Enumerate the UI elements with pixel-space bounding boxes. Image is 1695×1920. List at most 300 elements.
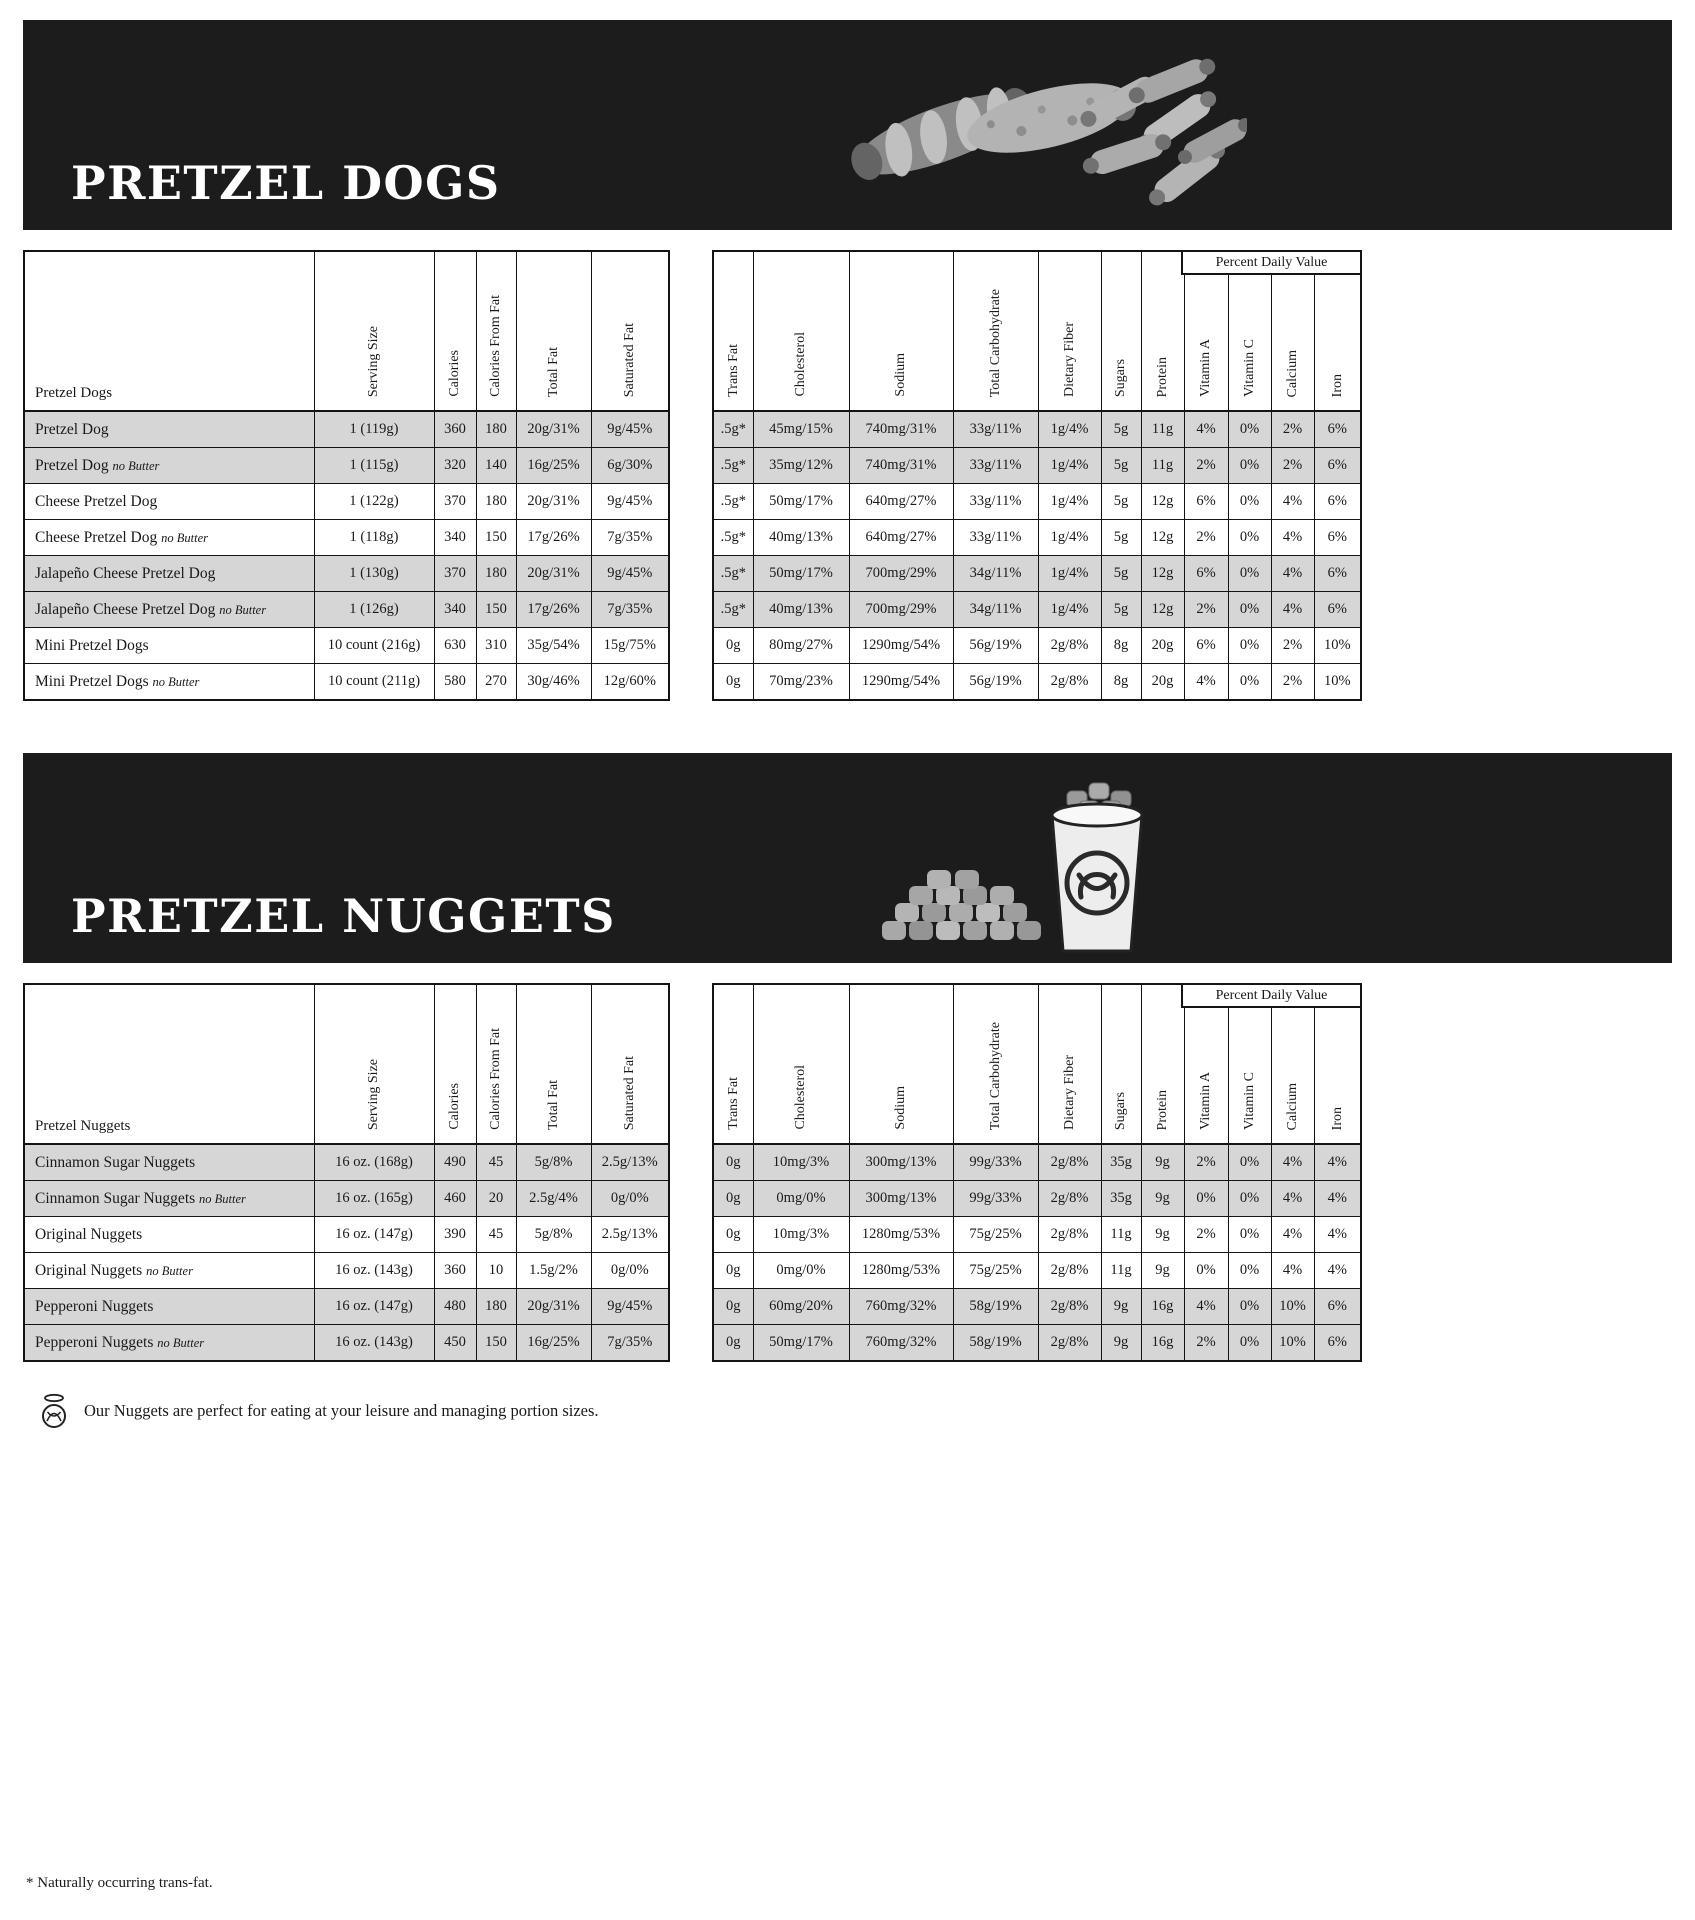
pretzel-dogs-tables <box>23 250 1672 701</box>
nutrition-value: 760mg/32% <box>849 1289 953 1325</box>
column-header-label: Vitamin C <box>1241 1072 1257 1130</box>
nutrition-value: 20 <box>476 1181 516 1217</box>
nutrition-value: 0% <box>1228 484 1271 520</box>
column-header-dietary-fiber <box>1038 251 1101 411</box>
nutrition-value: 0g <box>713 1325 753 1362</box>
product-name <box>24 628 314 664</box>
product-name <box>24 520 314 556</box>
nutrition-value: 270 <box>476 664 516 701</box>
nutrition-value: 6% <box>1314 484 1361 520</box>
nutrition-value: 180 <box>476 484 516 520</box>
table-label: Pretzel Dogs <box>24 251 314 411</box>
nutrition-value: 370 <box>434 484 476 520</box>
nutrition-value: 45 <box>476 1144 516 1181</box>
product-name-text: Cinnamon Sugar Nuggets <box>35 1153 196 1171</box>
nutrition-value: 99g/33% <box>953 1144 1038 1181</box>
table-row <box>713 484 1361 520</box>
nutrition-value: 34g/11% <box>953 592 1038 628</box>
column-header-label: Serving Size <box>366 1058 382 1130</box>
column-header-sugars <box>1101 251 1141 411</box>
nutrition-value: 6% <box>1314 592 1361 628</box>
nutrition-value: 1g/4% <box>1038 411 1101 448</box>
nutrition-value: 0g/0% <box>591 1253 669 1289</box>
nutrition-value: 10% <box>1271 1325 1314 1362</box>
nutrition-value: 10 count (216g) <box>314 628 434 664</box>
product-variant: no Butter <box>146 1263 193 1278</box>
nutrition-value: 4% <box>1271 484 1314 520</box>
nutrition-value: 6% <box>1314 448 1361 484</box>
nutrition-value: 10mg/3% <box>753 1217 849 1253</box>
nutrition-value: 2g/8% <box>1038 628 1101 664</box>
column-header-label: Saturated Fat <box>622 1055 638 1130</box>
nutrition-value: 7g/35% <box>591 520 669 556</box>
nutrition-value: 16 oz. (143g) <box>314 1325 434 1362</box>
nutrition-value: 460 <box>434 1181 476 1217</box>
nutrition-value: 7g/35% <box>591 592 669 628</box>
product-name <box>24 1253 314 1289</box>
nutrition-value: 9g/45% <box>591 411 669 448</box>
section-title: PRETZEL DOGS <box>71 156 501 210</box>
table-row <box>713 1217 1361 1253</box>
nutrition-value: 1280mg/53% <box>849 1217 953 1253</box>
nutrition-value: 16 oz. (147g) <box>314 1217 434 1253</box>
pretzel-icon <box>38 1392 70 1430</box>
product-name-text: Original Nuggets <box>35 1261 143 1279</box>
nutrition-value: 2% <box>1184 592 1228 628</box>
nutrition-value: 20g <box>1141 628 1184 664</box>
nutrition-value: 360 <box>434 1253 476 1289</box>
column-header-vitamin-c <box>1228 251 1271 411</box>
column-header-label: Calcium <box>1284 1082 1300 1130</box>
column-header-vitamin-a <box>1184 984 1228 1144</box>
nutrition-value: 0% <box>1228 1181 1271 1217</box>
product-name <box>24 1217 314 1253</box>
column-header-label: Total Fat <box>545 347 561 397</box>
nutrition-table-left <box>23 983 670 1362</box>
column-header-saturated-fat <box>591 984 669 1144</box>
nutrition-value: 480 <box>434 1289 476 1325</box>
nutrition-value: 11g <box>1101 1217 1141 1253</box>
nutrition-value: 11g <box>1141 448 1184 484</box>
nutrition-value: 0% <box>1184 1253 1228 1289</box>
table-row <box>713 1144 1361 1181</box>
table-row <box>24 411 669 448</box>
column-header-label: Calcium <box>1284 349 1300 397</box>
nutrition-value: 4% <box>1271 520 1314 556</box>
nutrition-value: 150 <box>476 1325 516 1362</box>
header-row <box>24 984 669 1144</box>
nutrition-value: 4% <box>1314 1253 1361 1289</box>
nutrition-value: 6g/30% <box>591 448 669 484</box>
nutrition-value: 9g <box>1101 1325 1141 1362</box>
nutrition-value: 0% <box>1228 1253 1271 1289</box>
column-header-label: Cholesterol <box>793 332 809 397</box>
left-table-wrap <box>23 983 670 1362</box>
column-header-label: Iron <box>1329 373 1345 397</box>
column-header-label: Sodium <box>893 353 909 397</box>
nutrition-value: 310 <box>476 628 516 664</box>
product-variant: no Butter <box>199 1191 246 1206</box>
nutrition-value: 33g/11% <box>953 484 1038 520</box>
nutrition-value: 1 (130g) <box>314 556 434 592</box>
nutrition-value: 0% <box>1184 1181 1228 1217</box>
nutrition-value: 16 oz. (147g) <box>314 1289 434 1325</box>
pretzel-nuggets-section <box>0 753 1695 1430</box>
nutrition-value: 5g <box>1101 556 1141 592</box>
nutrition-value: 1g/4% <box>1038 520 1101 556</box>
nutrition-value: 580 <box>434 664 476 701</box>
nutrition-value: 4% <box>1271 592 1314 628</box>
column-header-calcium <box>1271 251 1314 411</box>
nutrition-value: 35g <box>1101 1144 1141 1181</box>
column-header-label: Saturated Fat <box>622 322 638 397</box>
nutrition-value: 9g/45% <box>591 1289 669 1325</box>
table-row <box>24 484 669 520</box>
column-header-label: Protein <box>1154 356 1170 397</box>
nutrition-value: 1 (126g) <box>314 592 434 628</box>
nutrition-value: 1g/4% <box>1038 484 1101 520</box>
nutrition-value: 99g/33% <box>953 1181 1038 1217</box>
nutrition-value: 150 <box>476 592 516 628</box>
nutrition-value: 5g <box>1101 411 1141 448</box>
product-name <box>24 1144 314 1181</box>
nutrition-value: 6% <box>1184 628 1228 664</box>
column-header-sugars <box>1101 984 1141 1144</box>
nutrition-value: 6% <box>1184 484 1228 520</box>
nutrition-value: 1g/4% <box>1038 592 1101 628</box>
nutrition-value: 15g/75% <box>591 628 669 664</box>
column-header-label: Calories <box>447 1083 463 1130</box>
nutrition-value: 5g <box>1101 520 1141 556</box>
nutrition-value: 20g/31% <box>516 484 591 520</box>
nutrition-value: 5g <box>1101 448 1141 484</box>
nutrition-value: 33g/11% <box>953 448 1038 484</box>
nutrition-value: .5g* <box>713 448 753 484</box>
nutrition-value: 1290mg/54% <box>849 628 953 664</box>
table-row <box>24 520 669 556</box>
nutrition-value: 0g <box>713 1289 753 1325</box>
product-name-text: Cheese Pretzel Dog <box>35 492 158 510</box>
nutrition-value: 5g/8% <box>516 1144 591 1181</box>
table-row <box>24 1181 669 1217</box>
nutrition-value: 0% <box>1228 664 1271 701</box>
nutrition-value: 1.5g/2% <box>516 1253 591 1289</box>
nutrition-value: 2g/8% <box>1038 1253 1101 1289</box>
nutrition-table-left <box>23 250 670 701</box>
nutrition-value: 370 <box>434 556 476 592</box>
product-name <box>24 484 314 520</box>
product-name-text: Pretzel Dog <box>35 456 109 474</box>
nutrition-value: 0% <box>1228 1289 1271 1325</box>
nutrition-value: 1 (118g) <box>314 520 434 556</box>
column-header-label: Vitamin C <box>1241 339 1257 397</box>
product-name-text: Mini Pretzel Dogs <box>35 672 149 690</box>
nutrition-value: 10% <box>1271 1289 1314 1325</box>
column-header-label: Protein <box>1154 1089 1170 1130</box>
column-header-protein <box>1141 251 1184 411</box>
table-row <box>24 592 669 628</box>
column-header-label: Trans Fat <box>725 1077 741 1130</box>
nutrition-value: 740mg/31% <box>849 411 953 448</box>
nutrition-value: 0g <box>713 1144 753 1181</box>
nutrition-value: 360 <box>434 411 476 448</box>
nutrition-value: 0g/0% <box>591 1181 669 1217</box>
pretzel-dogs-photo <box>827 26 1247 231</box>
column-header-label: Dietary Fiber <box>1061 321 1077 397</box>
nutrition-value: 33g/11% <box>953 411 1038 448</box>
nutrition-value: 9g/45% <box>591 484 669 520</box>
nutrition-value: 0% <box>1228 411 1271 448</box>
table-row <box>713 411 1361 448</box>
column-header-calories-from-fat <box>476 984 516 1144</box>
column-header-sodium <box>849 251 953 411</box>
nutrition-value: 630 <box>434 628 476 664</box>
nutrition-value: 2% <box>1184 520 1228 556</box>
nutrition-value: 10% <box>1314 628 1361 664</box>
nutrition-value: 50mg/17% <box>753 1325 849 1362</box>
nutrition-value: 340 <box>434 520 476 556</box>
nutrition-value: 320 <box>434 448 476 484</box>
table-row <box>713 1289 1361 1325</box>
column-header-cholesterol <box>753 251 849 411</box>
nutrition-value: 10mg/3% <box>753 1144 849 1181</box>
nutrition-value: 0g <box>713 628 753 664</box>
nutrition-value: 180 <box>476 411 516 448</box>
column-header-calcium <box>1271 984 1314 1144</box>
column-header-total-fat <box>516 984 591 1144</box>
nutrition-value: 0g <box>713 664 753 701</box>
table-row <box>713 556 1361 592</box>
table-row <box>24 664 669 701</box>
nutrition-value: 2g/8% <box>1038 1217 1101 1253</box>
column-header-label: Sugars <box>1113 358 1129 397</box>
nutrition-value: 0% <box>1228 592 1271 628</box>
nutrition-value: 80mg/27% <box>753 628 849 664</box>
nutrition-value: 6% <box>1314 520 1361 556</box>
product-name-text: Pepperoni Nuggets <box>35 1333 154 1351</box>
nutrition-value: 1g/4% <box>1038 448 1101 484</box>
nutrition-value: 2% <box>1271 411 1314 448</box>
header-row <box>24 251 669 411</box>
nuggets-note-text: Our Nuggets are perfect for eating at your leisure and managing portion sizes. <box>84 1401 599 1420</box>
nutrition-value: 4% <box>1271 1217 1314 1253</box>
product-name-text: Original Nuggets <box>35 1225 143 1243</box>
product-name <box>24 664 314 701</box>
nutrition-value: 75g/25% <box>953 1253 1038 1289</box>
nutrition-value: .5g* <box>713 484 753 520</box>
nutrition-value: 9g <box>1141 1253 1184 1289</box>
column-header-label: Total Carbohydrate <box>987 1021 1003 1130</box>
nutrition-value: 20g <box>1141 664 1184 701</box>
nutrition-value: 50mg/17% <box>753 556 849 592</box>
nutrition-value: 5g/8% <box>516 1217 591 1253</box>
nutrition-value: 16g/25% <box>516 448 591 484</box>
column-header-protein <box>1141 984 1184 1144</box>
nutrition-value: 180 <box>476 1289 516 1325</box>
nutrition-value: 12g <box>1141 592 1184 628</box>
column-header-label: Serving Size <box>366 325 382 397</box>
pretzel-nuggets-photo <box>867 753 1167 968</box>
nutrition-value: 0% <box>1228 1144 1271 1181</box>
nutrition-table-right <box>712 983 1362 1362</box>
nutrition-table-right <box>712 250 1362 701</box>
nutrition-value: 56g/19% <box>953 628 1038 664</box>
nutrition-value: 4% <box>1314 1181 1361 1217</box>
nutrition-value: .5g* <box>713 556 753 592</box>
nutrition-value: 60mg/20% <box>753 1289 849 1325</box>
nutrition-value: 700mg/29% <box>849 592 953 628</box>
column-header-label: Sodium <box>893 1086 909 1130</box>
nutrition-value: 1280mg/53% <box>849 1253 953 1289</box>
nutrition-value: 4% <box>1271 1253 1314 1289</box>
right-table-wrap <box>712 250 1362 701</box>
section-title: PRETZEL NUGGETS <box>71 889 616 943</box>
product-name-text: Cinnamon Sugar Nuggets <box>35 1189 196 1207</box>
nutrition-value: 8g <box>1101 664 1141 701</box>
product-variant: no Butter <box>112 458 160 473</box>
percent-daily-value-label: Percent Daily Value <box>1181 250 1362 275</box>
nutrition-value: 2g/8% <box>1038 1144 1101 1181</box>
nutrition-value: 2% <box>1271 628 1314 664</box>
nutrition-value: 16g <box>1141 1289 1184 1325</box>
column-header-label: Vitamin A <box>1198 339 1214 397</box>
nutrition-value: 40mg/13% <box>753 520 849 556</box>
nutrition-value: 0% <box>1228 1325 1271 1362</box>
column-header-label: Vitamin A <box>1198 1072 1214 1130</box>
nutrition-value: 6% <box>1184 556 1228 592</box>
nutrition-value: 20g/31% <box>516 411 591 448</box>
nutrition-value: 0mg/0% <box>753 1253 849 1289</box>
nutrition-value: 150 <box>476 520 516 556</box>
nutrition-value: .5g* <box>713 520 753 556</box>
column-header-trans-fat <box>713 251 753 411</box>
column-header-cholesterol <box>753 984 849 1144</box>
product-name <box>24 1289 314 1325</box>
product-variant: no Butter <box>157 1335 205 1350</box>
nutrition-value: 2g/8% <box>1038 664 1101 701</box>
nutrition-value: 140 <box>476 448 516 484</box>
column-header-iron <box>1314 251 1361 411</box>
product-variant: no Butter <box>161 530 208 545</box>
nutrition-value: 340 <box>434 592 476 628</box>
product-variant: no Butter <box>219 602 267 617</box>
nutrition-value: 4% <box>1271 556 1314 592</box>
product-name <box>24 592 314 628</box>
nutrition-value: 1 (122g) <box>314 484 434 520</box>
nutrition-value: 2g/8% <box>1038 1181 1101 1217</box>
nutrition-value: 10 count (211g) <box>314 664 434 701</box>
nutrition-value: 5g <box>1101 592 1141 628</box>
table-row <box>24 1253 669 1289</box>
nutrition-value: 58g/19% <box>953 1289 1038 1325</box>
nutrition-value: 450 <box>434 1325 476 1362</box>
nutrition-value: 2% <box>1184 1144 1228 1181</box>
table-row <box>24 1325 669 1362</box>
column-header-label: Calories From Fat <box>488 1028 504 1130</box>
column-header-calories <box>434 984 476 1144</box>
nutrition-value: 6% <box>1314 411 1361 448</box>
nutrition-value: 0% <box>1228 556 1271 592</box>
column-header-dietary-fiber <box>1038 984 1101 1144</box>
nutrition-value: 75g/25% <box>953 1217 1038 1253</box>
section-banner <box>23 753 1672 963</box>
column-header-serving-size <box>314 984 434 1144</box>
nutrition-value: 2% <box>1184 1325 1228 1362</box>
nutrition-value: 2.5g/13% <box>591 1144 669 1181</box>
product-name-text: Mini Pretzel Dogs <box>35 636 149 654</box>
nutrition-value: 300mg/13% <box>849 1181 953 1217</box>
nutrition-value: 640mg/27% <box>849 484 953 520</box>
nutrition-value: 10 <box>476 1253 516 1289</box>
nutrition-value: 4% <box>1271 1181 1314 1217</box>
product-name <box>24 1181 314 1217</box>
nutrition-value: 17g/26% <box>516 592 591 628</box>
nutrition-value: 4% <box>1314 1217 1361 1253</box>
table-row <box>24 1289 669 1325</box>
nutrition-value: 5g <box>1101 484 1141 520</box>
product-name-text: Pepperoni Nuggets <box>35 1297 154 1315</box>
column-header-label: Trans Fat <box>725 344 741 397</box>
product-name <box>24 411 314 448</box>
column-header-iron <box>1314 984 1361 1144</box>
table-row <box>24 1217 669 1253</box>
column-header-label: Dietary Fiber <box>1061 1054 1077 1130</box>
table-row <box>24 448 669 484</box>
product-name-text: Jalapeño Cheese Pretzel Dog <box>35 600 216 618</box>
nutrition-value: 12g/60% <box>591 664 669 701</box>
nutrition-value: 0mg/0% <box>753 1181 849 1217</box>
product-name <box>24 1325 314 1362</box>
nutrition-value: 56g/19% <box>953 664 1038 701</box>
nutrition-value: .5g* <box>713 592 753 628</box>
nutrition-value: 33g/11% <box>953 520 1038 556</box>
nutrition-value: 9g <box>1141 1144 1184 1181</box>
nutrition-value: 20g/31% <box>516 1289 591 1325</box>
nutrition-value: 9g <box>1101 1289 1141 1325</box>
nutrition-value: 2% <box>1184 448 1228 484</box>
nutrition-value: 35g/54% <box>516 628 591 664</box>
nutrition-value: .5g* <box>713 411 753 448</box>
table-row <box>24 628 669 664</box>
nutrition-value: 12g <box>1141 520 1184 556</box>
nutrition-value: 6% <box>1314 556 1361 592</box>
column-header-total-carbohydrate <box>953 251 1038 411</box>
nutrition-value: 16 oz. (165g) <box>314 1181 434 1217</box>
column-header-label: Total Fat <box>545 1080 561 1130</box>
nutrition-value: 4% <box>1314 1144 1361 1181</box>
nutrition-value: 35g <box>1101 1181 1141 1217</box>
nutrition-value: 0% <box>1228 628 1271 664</box>
column-header-trans-fat <box>713 984 753 1144</box>
nutrition-value: 640mg/27% <box>849 520 953 556</box>
nutrition-value: 8g <box>1101 628 1141 664</box>
nutrition-value: 700mg/29% <box>849 556 953 592</box>
nutrition-value: 2g/8% <box>1038 1289 1101 1325</box>
table-row <box>713 520 1361 556</box>
nutrition-value: 9g/45% <box>591 556 669 592</box>
product-variant: no Butter <box>152 674 200 689</box>
nutrition-value: 30g/46% <box>516 664 591 701</box>
column-header-total-fat <box>516 251 591 411</box>
table-row <box>24 556 669 592</box>
nutrition-value: 180 <box>476 556 516 592</box>
nutrition-value: 0% <box>1228 1217 1271 1253</box>
nutrition-value: 760mg/32% <box>849 1325 953 1362</box>
nutrition-value: 490 <box>434 1144 476 1181</box>
nutrition-value: 17g/26% <box>516 520 591 556</box>
header-row <box>713 984 1361 1144</box>
nutrition-value: 9g <box>1141 1181 1184 1217</box>
